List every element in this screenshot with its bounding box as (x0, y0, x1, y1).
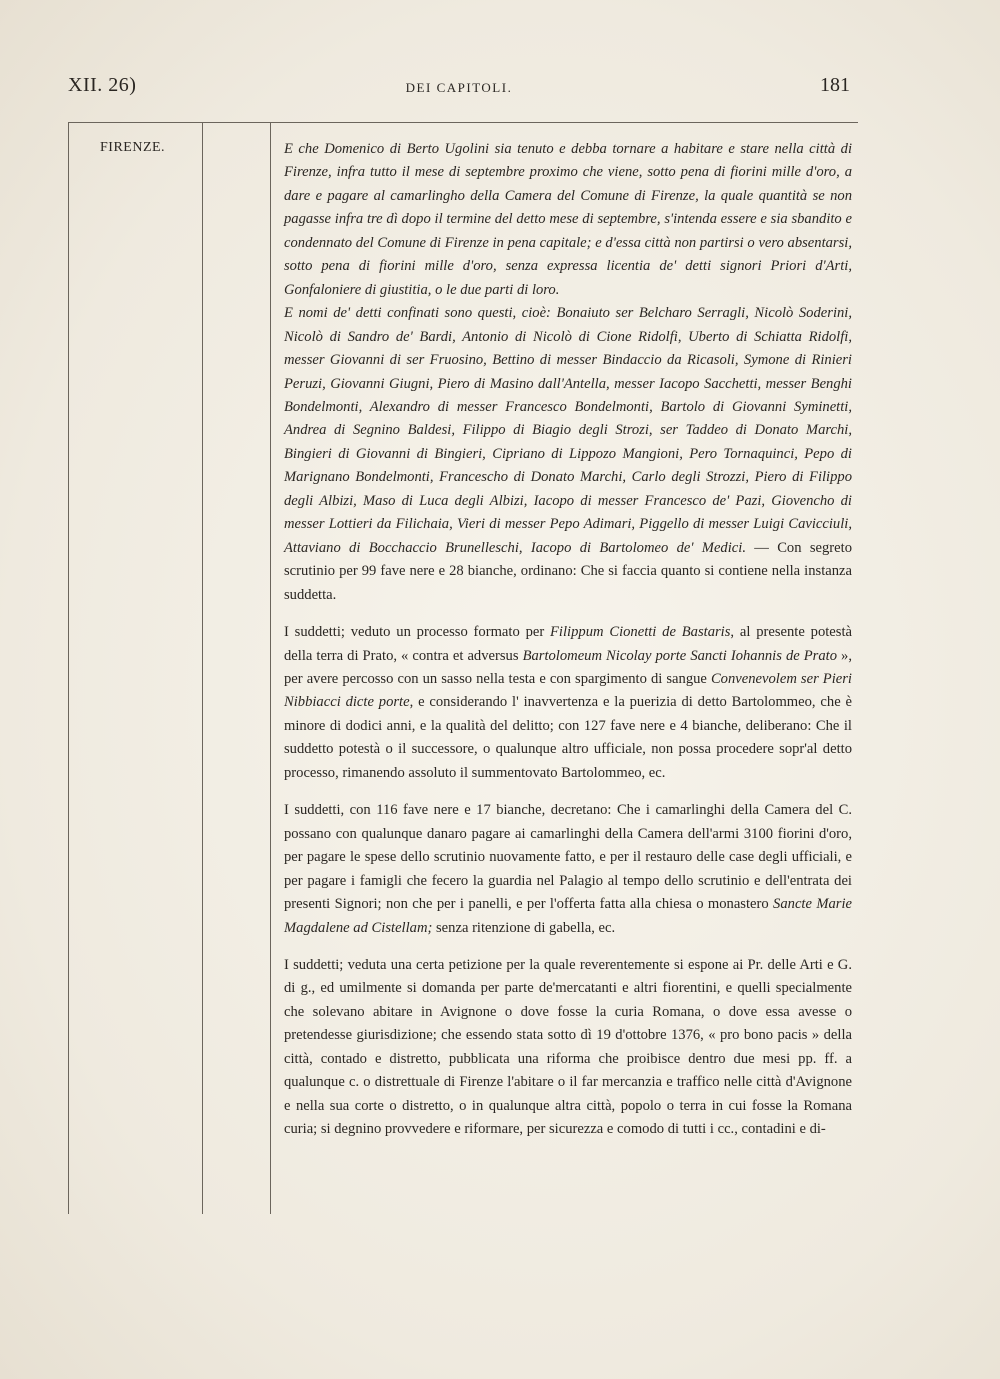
paragraph-confinati (284, 302, 852, 607)
paragraph-camarlinghi (284, 799, 852, 940)
paragraph-domenico: E che Domenico di Berto Ugolini sia tenuto e debba tornare a habitare e stare nella città di Firenze, infra tutto il mese di septembre proximo che viene, sotto pena di fiorini mille d'oro, a dare e pagare al camarlingho della Camera del Comune di Firenze, la quale quantità se non pagasse infra tre dì dopo il termine del detto mese di septembre, s'intenda essere e sia sbandito e condennato del Comune di Firenze in pena capitale; e d'essa città non partirsi o vero absentarsi, sotto pena di fiorini mille d'oro, senza expressa licentia de' detti signori Priori d'Arti, Gonfaloniere di giustitia, o le due parti di loro. (284, 141, 852, 298)
confinati-vote: — Con segreto scrutinio per 99 fave nere e 28 bianche, ordinano: Che si faccia quanto si contiene nella instanza suddetta. (284, 539, 852, 603)
text-run: , e considerando l' inavvertenza e la puerizia di detto Bartolommeo, che è minore di dodici anni, e la qualità del delitto; con 127 fave nere e 4 bianche, deliberano: Che il suddetto potestà o il successore, o qualunque altro ufficiale, non possa procedere sopr'al detto processo, rimanendo assoluto il summentovato Bartolommeo, ec. (284, 694, 852, 781)
text-run: , al presente potestà della terra di Prato, « contra et adversus (284, 624, 852, 664)
running-title: DEI CAPITOLI. (405, 80, 513, 95)
page-number: 181 (820, 74, 850, 96)
text-run-italic: Bartolomeum Nicolay porte Sancti Iohannis de Prato (522, 647, 838, 664)
running-head (68, 74, 850, 104)
text-run: I suddetti; veduto un processo formato per (284, 624, 551, 641)
text-run: senza ritenzione di gabella, ec. (432, 919, 616, 936)
text-run-italic: Convenevolem ser Pieri Nibbiacci dicte porte (284, 670, 852, 711)
margin-label: FIRENZE. (100, 140, 166, 155)
paragraph-avignone (284, 954, 852, 1142)
confinati-names: E nomi de' detti confinati sono questi, cioè: Bonaiuto ser Belcharo Serragli, Nicolò Soderini, Nicolò di Sandro de' Bardi, Antonio di Nicolò di Cione Ridolfi, Uberto di Schiatta Ridolfi, messer Giovanni di ser Fruosino, Bettino di messer Bindaccio da Ricasoli, Symone di Rinieri Peruzi, Giovanni Giugni, Piero di Masino dall'Antella, messer Iacopo Sacchetti, messer Benghi Bondelmonti, Alexandro di messer Francesco Bondelmonti, Bartolo di Giovanni Syminetti, Andrea di Segnino Baldesi, Filippo di Biagio degli Strozi, ser Taddeo di Donato Marchi, Bingieri di Giovanni di Bingieri, Cipriano di Lippozo Mangioni, Pero Tornaquinci, Pepo di Marignano Bondelmonti, Francescho di Donato Marchi, Carlo degli Strozzi, Piero di Filippo degli Albizi, Maso di Luca degli Albizi, Iacopo di messer Francesco de' Pazi, Giovencho di messer Lottieri da Filichaia, Vieri di messer Pepo Adimari, Piggello di messer Luigi Cavicciuli, Attaviano di Bocchaccio Brunelleschi, Iacopo di Bartolomeo de' Medici. (284, 305, 852, 556)
margin-rule-right (270, 122, 271, 1214)
paragraph-prato-process (284, 621, 852, 785)
text-run: I suddetti, con 116 fave nere e 17 bianche, decretano: Che i camarlinghi della Camera del C. possano con qualunque danaro pagare ai camarlinghi della Camera dell'armi 3100 fiorini d'oro, per pagare le spese dello scrutinio nuovamente fatto, e per il restauro delle case degli ufficiali, e per pagare i famigli che fecero la guardia nel Palagio al tempo dello scrutinio e dell'entrata dei presenti Signori; non che per i panelli, e per l'offerta fatta alla chiesa o monastero (284, 802, 852, 913)
text-run: », per avere percosso con un sasso nella testa e con spargimento di sangue (284, 647, 852, 687)
margin-rule-middle (202, 122, 203, 1214)
top-rule (68, 122, 858, 123)
margin-rule-left (68, 122, 69, 1214)
text-run-italic: Filippum Cionetti de Bastaris (550, 624, 731, 641)
chapter-reference: XII. 26) (68, 74, 137, 96)
text-run-italic: Sancte Marie Magdalene ad Cistellam; (284, 896, 852, 936)
text-run: I suddetti; veduta una certa petizione per la quale reverentemente si espone ai Pr. delle Arti e G. di g., ed umilmente si domanda per parte de'mercatanti e altri fiorentini, e quelli specialmente che solevano abitare in Avignone o dove fosse la curia Romana, o dove essa avesse o pretendesse giurisdizione; che essendo stata sotto dì 19 d'ottobre 1376, « pro bono pacis » della città, contado e distretto, pubblicata una riforma che proibisce dentro due mesi pp. ff. a qualunque c. o distrettuale di Firenze l'abitare o il far mercanzia e traffico nelle città d'Avignone e nella sua corte o distretto, o in qualunque altra città, popolo o terra in cui fosse la Romana curia; si degnino provvedere e riformare, per sicurezza e comodo di tutti i cc., contadini e di- (284, 956, 852, 1138)
body-text (284, 138, 852, 1142)
